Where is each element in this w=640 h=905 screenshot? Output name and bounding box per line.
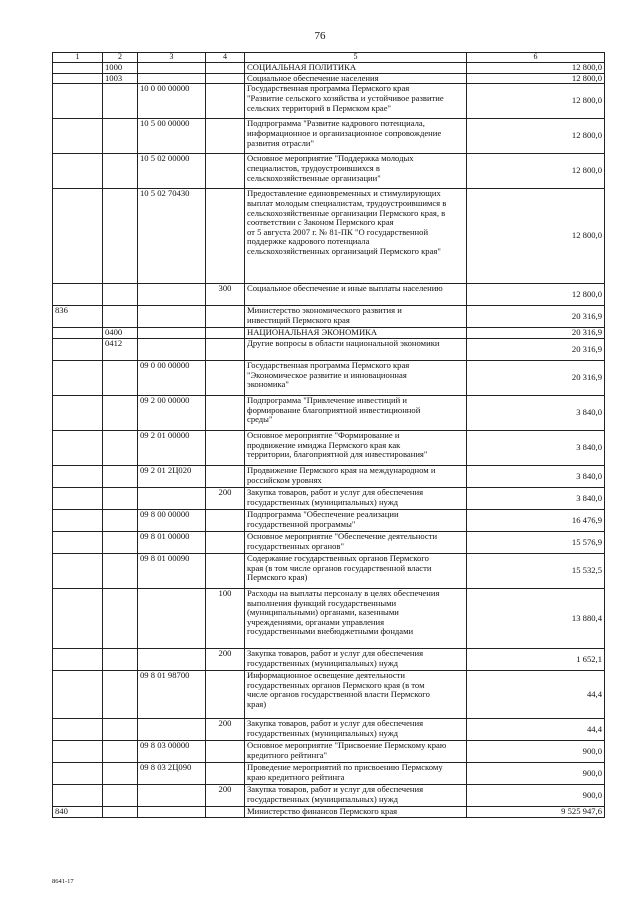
expense-type-code	[206, 63, 245, 74]
table-row	[53, 360, 605, 395]
ministry-code: 840	[53, 806, 103, 817]
expense-type-code	[206, 531, 245, 553]
section-code: 0400	[103, 328, 138, 339]
table-row	[53, 154, 605, 189]
footer-code: 8641-17	[52, 878, 74, 885]
expense-type-code	[206, 430, 245, 465]
expense-type-code: 200	[206, 784, 245, 806]
ministry-code: 836	[53, 306, 103, 328]
section-code	[103, 487, 138, 509]
target-article-code	[138, 487, 206, 509]
section-code	[103, 718, 138, 740]
table-row	[53, 553, 605, 588]
amount: 900,0	[467, 784, 605, 806]
amount: 12 800,0	[467, 189, 605, 284]
target-article-code	[138, 338, 206, 360]
amount: 3 840,0	[467, 430, 605, 465]
target-article-code: 09 8 03 2Ц090	[138, 762, 206, 784]
expense-type-code	[206, 84, 245, 119]
table-row	[53, 338, 605, 360]
section-code	[103, 509, 138, 531]
item-name: СОЦИАЛЬНАЯ ПОЛИТИКА	[245, 63, 467, 74]
item-name: Расходы на выплаты персоналу в целях обеспечения выполнения функций государственными (муниципальными) органами, казенными учреждениями, органами управления государственными внебюджетными фондами	[245, 588, 467, 648]
expense-type-code	[206, 670, 245, 718]
amount: 20 316,9	[467, 338, 605, 360]
table-row	[53, 395, 605, 430]
section-code	[103, 806, 138, 817]
amount: 16 476,9	[467, 509, 605, 531]
section-code	[103, 189, 138, 284]
table-row	[53, 73, 605, 84]
column-number: 3	[138, 53, 206, 63]
expense-type-code: 200	[206, 487, 245, 509]
target-article-code: 09 0 00 00000	[138, 360, 206, 395]
amount: 900,0	[467, 762, 605, 784]
column-number: 5	[245, 53, 467, 63]
item-name: Основное мероприятие "Присвоение Пермскому краю кредитного рейтинга"	[245, 740, 467, 762]
target-article-code: 09 8 00 00000	[138, 509, 206, 531]
table-row	[53, 487, 605, 509]
amount: 12 800,0	[467, 63, 605, 74]
ministry-code	[53, 762, 103, 784]
ministry-code	[53, 648, 103, 670]
section-code	[103, 762, 138, 784]
column-number-row	[53, 53, 605, 63]
section-code	[103, 784, 138, 806]
target-article-code	[138, 784, 206, 806]
section-code	[103, 360, 138, 395]
table-row	[53, 784, 605, 806]
target-article-code: 09 8 01 00000	[138, 531, 206, 553]
target-article-code: 09 8 01 00090	[138, 553, 206, 588]
target-article-code	[138, 284, 206, 306]
target-article-code	[138, 588, 206, 648]
expense-type-code	[206, 465, 245, 487]
target-article-code: 09 2 00 00000	[138, 395, 206, 430]
section-code	[103, 395, 138, 430]
expense-type-code: 200	[206, 718, 245, 740]
item-name: Продвижение Пермского края на международном и российском уровнях	[245, 465, 467, 487]
table-row	[53, 762, 605, 784]
amount: 12 800,0	[467, 73, 605, 84]
item-name: Основное мероприятие "Обеспечение деятельности государственных органов"	[245, 531, 467, 553]
section-code	[103, 465, 138, 487]
amount: 900,0	[467, 740, 605, 762]
ministry-code	[53, 84, 103, 119]
table-row	[53, 328, 605, 339]
target-article-code	[138, 306, 206, 328]
amount: 9 525 947,6	[467, 806, 605, 817]
column-number: 6	[467, 53, 605, 63]
table-row	[53, 648, 605, 670]
column-number: 4	[206, 53, 245, 63]
table-row	[53, 531, 605, 553]
amount: 3 840,0	[467, 465, 605, 487]
ministry-code	[53, 284, 103, 306]
ministry-code	[53, 588, 103, 648]
target-article-code	[138, 73, 206, 84]
ministry-code	[53, 553, 103, 588]
ministry-code	[53, 154, 103, 189]
table-row	[53, 509, 605, 531]
expense-type-code	[206, 740, 245, 762]
section-code	[103, 531, 138, 553]
ministry-code	[53, 740, 103, 762]
expense-type-code	[206, 360, 245, 395]
ministry-code	[53, 430, 103, 465]
ministry-code	[53, 718, 103, 740]
amount: 12 800,0	[467, 119, 605, 154]
amount: 12 800,0	[467, 154, 605, 189]
target-article-code: 10 0 00 00000	[138, 84, 206, 119]
amount: 13 880,4	[467, 588, 605, 648]
expense-type-code	[206, 395, 245, 430]
table-row	[53, 740, 605, 762]
expense-type-code	[206, 189, 245, 284]
amount: 44,4	[467, 670, 605, 718]
amount: 20 316,9	[467, 328, 605, 339]
ministry-code	[53, 119, 103, 154]
item-name: Министерство экономического развития и инвестиций Пермского края	[245, 306, 467, 328]
item-name: НАЦИОНАЛЬНАЯ ЭКОНОМИКА	[245, 328, 467, 339]
expense-type-code	[206, 553, 245, 588]
item-name: Государственная программа Пермского края "Экономическое развитие и инновационная экономика"	[245, 360, 467, 395]
section-code	[103, 430, 138, 465]
item-name: Подпрограмма "Развитие кадрового потенциала, информационное и организационное сопровождение развития отрасли"	[245, 119, 467, 154]
table-row	[53, 306, 605, 328]
ministry-code	[53, 189, 103, 284]
item-name: Государственная программа Пермского края "Развитие сельского хозяйства и устойчивое развитие сельских территорий в Пермском крае"	[245, 84, 467, 119]
ministry-code	[53, 328, 103, 339]
table-row	[53, 119, 605, 154]
expense-type-code	[206, 73, 245, 84]
table-row	[53, 465, 605, 487]
section-code: 1000	[103, 63, 138, 74]
amount: 12 800,0	[467, 284, 605, 306]
item-name: Закупка товаров, работ и услуг для обеспечения государственных (муниципальных) нужд	[245, 487, 467, 509]
expense-type-code: 100	[206, 588, 245, 648]
section-code	[103, 740, 138, 762]
target-article-code: 09 8 03 00000	[138, 740, 206, 762]
target-article-code	[138, 718, 206, 740]
table-row	[53, 806, 605, 817]
ministry-code	[53, 395, 103, 430]
expense-type-code	[206, 338, 245, 360]
section-code	[103, 154, 138, 189]
section-code: 1003	[103, 73, 138, 84]
ministry-code	[53, 360, 103, 395]
expense-type-code: 200	[206, 648, 245, 670]
item-name: Подпрограмма "Привлечение инвестиций и формирование благоприятной инвестиционной среды"	[245, 395, 467, 430]
section-code	[103, 284, 138, 306]
section-code	[103, 588, 138, 648]
item-name: Информационное освещение деятельности государственных органов Пермского края (в том числе органов государственной власти Пермского края)	[245, 670, 467, 718]
target-article-code	[138, 806, 206, 817]
expense-type-code	[206, 154, 245, 189]
target-article-code: 10 5 02 00000	[138, 154, 206, 189]
budget-table	[52, 52, 605, 818]
ministry-code	[53, 63, 103, 74]
expense-type-code	[206, 328, 245, 339]
column-number: 1	[53, 53, 103, 63]
ministry-code	[53, 487, 103, 509]
table-row	[53, 63, 605, 74]
amount: 20 316,9	[467, 306, 605, 328]
table-row	[53, 670, 605, 718]
item-name: Социальное обеспечение и иные выплаты населению	[245, 284, 467, 306]
target-article-code: 09 8 01 98700	[138, 670, 206, 718]
ministry-code	[53, 465, 103, 487]
expense-type-code: 300	[206, 284, 245, 306]
target-article-code	[138, 328, 206, 339]
item-name: Закупка товаров, работ и услуг для обеспечения государственных (муниципальных) нужд	[245, 718, 467, 740]
page-number: 76	[314, 30, 326, 42]
target-article-code: 09 2 01 2Ц020	[138, 465, 206, 487]
table-row	[53, 84, 605, 119]
table-row	[53, 430, 605, 465]
item-name: Министерство финансов Пермского края	[245, 806, 467, 817]
section-code	[103, 648, 138, 670]
ministry-code	[53, 73, 103, 84]
table-row	[53, 718, 605, 740]
expense-type-code	[206, 509, 245, 531]
item-name: Подпрограмма "Обеспечение реализации государственной программы"	[245, 509, 467, 531]
expense-type-code	[206, 762, 245, 784]
target-article-code: 09 2 01 00000	[138, 430, 206, 465]
section-code: 0412	[103, 338, 138, 360]
amount: 15 532,5	[467, 553, 605, 588]
column-number: 2	[103, 53, 138, 63]
item-name: Основное мероприятие "Формирование и продвижение имиджа Пермского края как территории, благоприятной для инвестирования"	[245, 430, 467, 465]
table-row	[53, 284, 605, 306]
section-code	[103, 84, 138, 119]
item-name: Закупка товаров, работ и услуг для обеспечения государственных (муниципальных) нужд	[245, 648, 467, 670]
amount: 3 840,0	[467, 487, 605, 509]
target-article-code: 10 5 02 70430	[138, 189, 206, 284]
ministry-code	[53, 784, 103, 806]
target-article-code	[138, 63, 206, 74]
section-code	[103, 306, 138, 328]
table-row	[53, 588, 605, 648]
item-name: Проведение мероприятий по присвоению Пермскому краю кредитного рейтинга	[245, 762, 467, 784]
item-name: Предоставление единовременных и стимулирующих выплат молодым специалистам, трудоустроившимся в сельскохозяйственные организации Пермского края, в соответствии с Законом Пермского края от 5 августа 2007 г. № 81-ПК "О государственной поддержке кадрового потенциала сельскохозяйственных организаций Пермского края"	[245, 189, 467, 284]
amount: 15 576,9	[467, 531, 605, 553]
section-code	[103, 119, 138, 154]
ministry-code	[53, 670, 103, 718]
section-code	[103, 670, 138, 718]
ministry-code	[53, 509, 103, 531]
item-name: Социальное обеспечение населения	[245, 73, 467, 84]
amount: 20 316,9	[467, 360, 605, 395]
item-name: Содержание государственных органов Пермского края (в том числе органов государственной власти Пермского края)	[245, 553, 467, 588]
item-name: Основное мероприятие "Поддержка молодых специалистов, трудоустроившихся в сельскохозяйственные организации"	[245, 154, 467, 189]
expense-type-code	[206, 306, 245, 328]
expense-type-code	[206, 806, 245, 817]
table-row	[53, 189, 605, 284]
ministry-code	[53, 338, 103, 360]
expense-type-code	[206, 119, 245, 154]
target-article-code	[138, 648, 206, 670]
ministry-code	[53, 531, 103, 553]
amount: 44,4	[467, 718, 605, 740]
section-code	[103, 553, 138, 588]
amount: 3 840,0	[467, 395, 605, 430]
target-article-code: 10 5 00 00000	[138, 119, 206, 154]
amount: 1 652,1	[467, 648, 605, 670]
item-name: Закупка товаров, работ и услуг для обеспечения государственных (муниципальных) нужд	[245, 784, 467, 806]
amount: 12 800,0	[467, 84, 605, 119]
item-name: Другие вопросы в области национальной экономики	[245, 338, 467, 360]
